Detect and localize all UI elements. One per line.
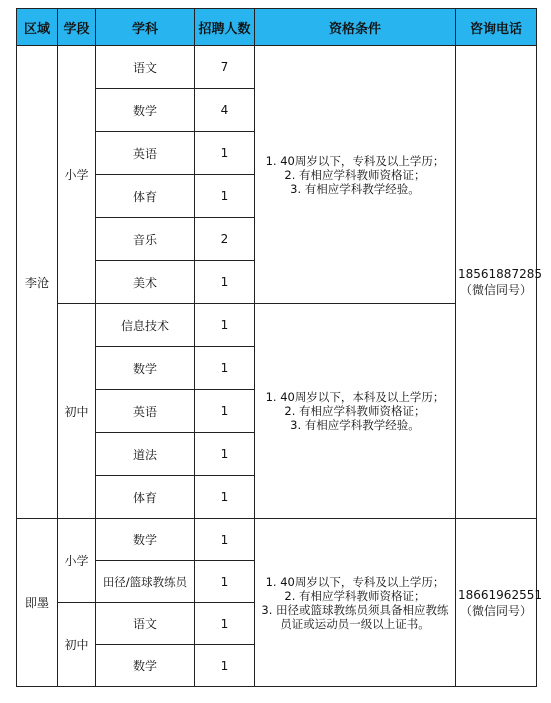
header-conditions: 资格条件	[255, 9, 456, 46]
subject-cell: 英语	[96, 132, 195, 175]
count-cell: 1	[195, 175, 255, 218]
header-stage: 学段	[58, 9, 96, 46]
subject-cell: 语文	[96, 603, 195, 645]
subject-cell: 数学	[96, 645, 195, 687]
subject-cell: 数学	[96, 519, 195, 561]
count-cell: 4	[195, 89, 255, 132]
count-cell: 2	[195, 218, 255, 261]
condition-line: 2. 有相应学科教师资格证；	[284, 404, 426, 418]
header-row	[17, 9, 537, 46]
subject-cell: 美术	[96, 261, 195, 304]
phone-cell-licang	[456, 46, 542, 519]
region-cell-licang: 李沧	[17, 46, 58, 519]
condition-line: 1. 40周岁以下，专科及以上学历；	[265, 153, 445, 168]
region-cell-jimo: 即墨	[17, 519, 58, 687]
conditions-cell-licang-primary	[255, 46, 456, 304]
header-count: 招聘人数	[195, 9, 255, 46]
conditions-cell-licang-middle	[255, 304, 456, 519]
table-row	[17, 519, 537, 561]
condition-line: 1. 40周岁以下，专科及以上学历；	[265, 574, 445, 589]
count-cell: 1	[195, 476, 255, 519]
recruitment-table	[16, 8, 542, 687]
count-cell: 1	[195, 561, 255, 603]
subject-cell: 数学	[96, 89, 195, 132]
header-region: 区域	[17, 9, 58, 46]
subject-cell: 体育	[96, 476, 195, 519]
subject-cell: 数学	[96, 347, 195, 390]
subject-cell: 道法	[96, 433, 195, 476]
phone-cell-jimo	[456, 519, 542, 687]
phone-note: （微信同号）	[459, 283, 532, 297]
stage-cell-licang-primary: 小学	[58, 46, 96, 304]
header-subject: 学科	[96, 9, 195, 46]
count-cell: 1	[195, 645, 255, 687]
count-cell: 1	[195, 390, 255, 433]
condition-line: 2. 有相应学科教师资格证；	[284, 167, 426, 182]
condition-line: 3. 田径或篮球教练员须具备相应教练员证或运动员一级以上证书。	[261, 602, 449, 631]
phone-number: 18561887285	[458, 267, 542, 281]
condition-line: 1. 40周岁以下，本科及以上学历；	[265, 390, 445, 404]
subject-cell: 英语	[96, 390, 195, 433]
count-cell: 1	[195, 347, 255, 390]
stage-cell-jimo-middle: 初中	[58, 603, 96, 687]
phone-number: 18661962551	[458, 587, 542, 602]
count-cell: 1	[195, 603, 255, 645]
subject-cell: 语文	[96, 46, 195, 89]
count-cell: 1	[195, 304, 255, 347]
count-cell: 7	[195, 46, 255, 89]
condition-line: 3. 有相应学科教学经验。	[290, 418, 420, 432]
phone-note: （微信同号）	[459, 603, 532, 618]
count-cell: 1	[195, 261, 255, 304]
stage-cell-licang-middle: 初中	[58, 304, 96, 519]
stage-cell-jimo-primary: 小学	[58, 519, 96, 603]
subject-cell: 体育	[96, 175, 195, 218]
condition-line: 2. 有相应学科教师资格证；	[284, 588, 426, 603]
condition-line: 3. 有相应学科教学经验。	[290, 181, 420, 196]
table-row	[17, 46, 537, 89]
subject-cell: 信息技术	[96, 304, 195, 347]
header-phone: 咨询电话	[456, 9, 537, 46]
conditions-cell-jimo	[255, 519, 456, 687]
count-cell: 1	[195, 433, 255, 476]
subject-cell: 音乐	[96, 218, 195, 261]
subject-cell: 田径/篮球教练员	[96, 561, 195, 603]
count-cell: 1	[195, 519, 255, 561]
count-cell: 1	[195, 132, 255, 175]
